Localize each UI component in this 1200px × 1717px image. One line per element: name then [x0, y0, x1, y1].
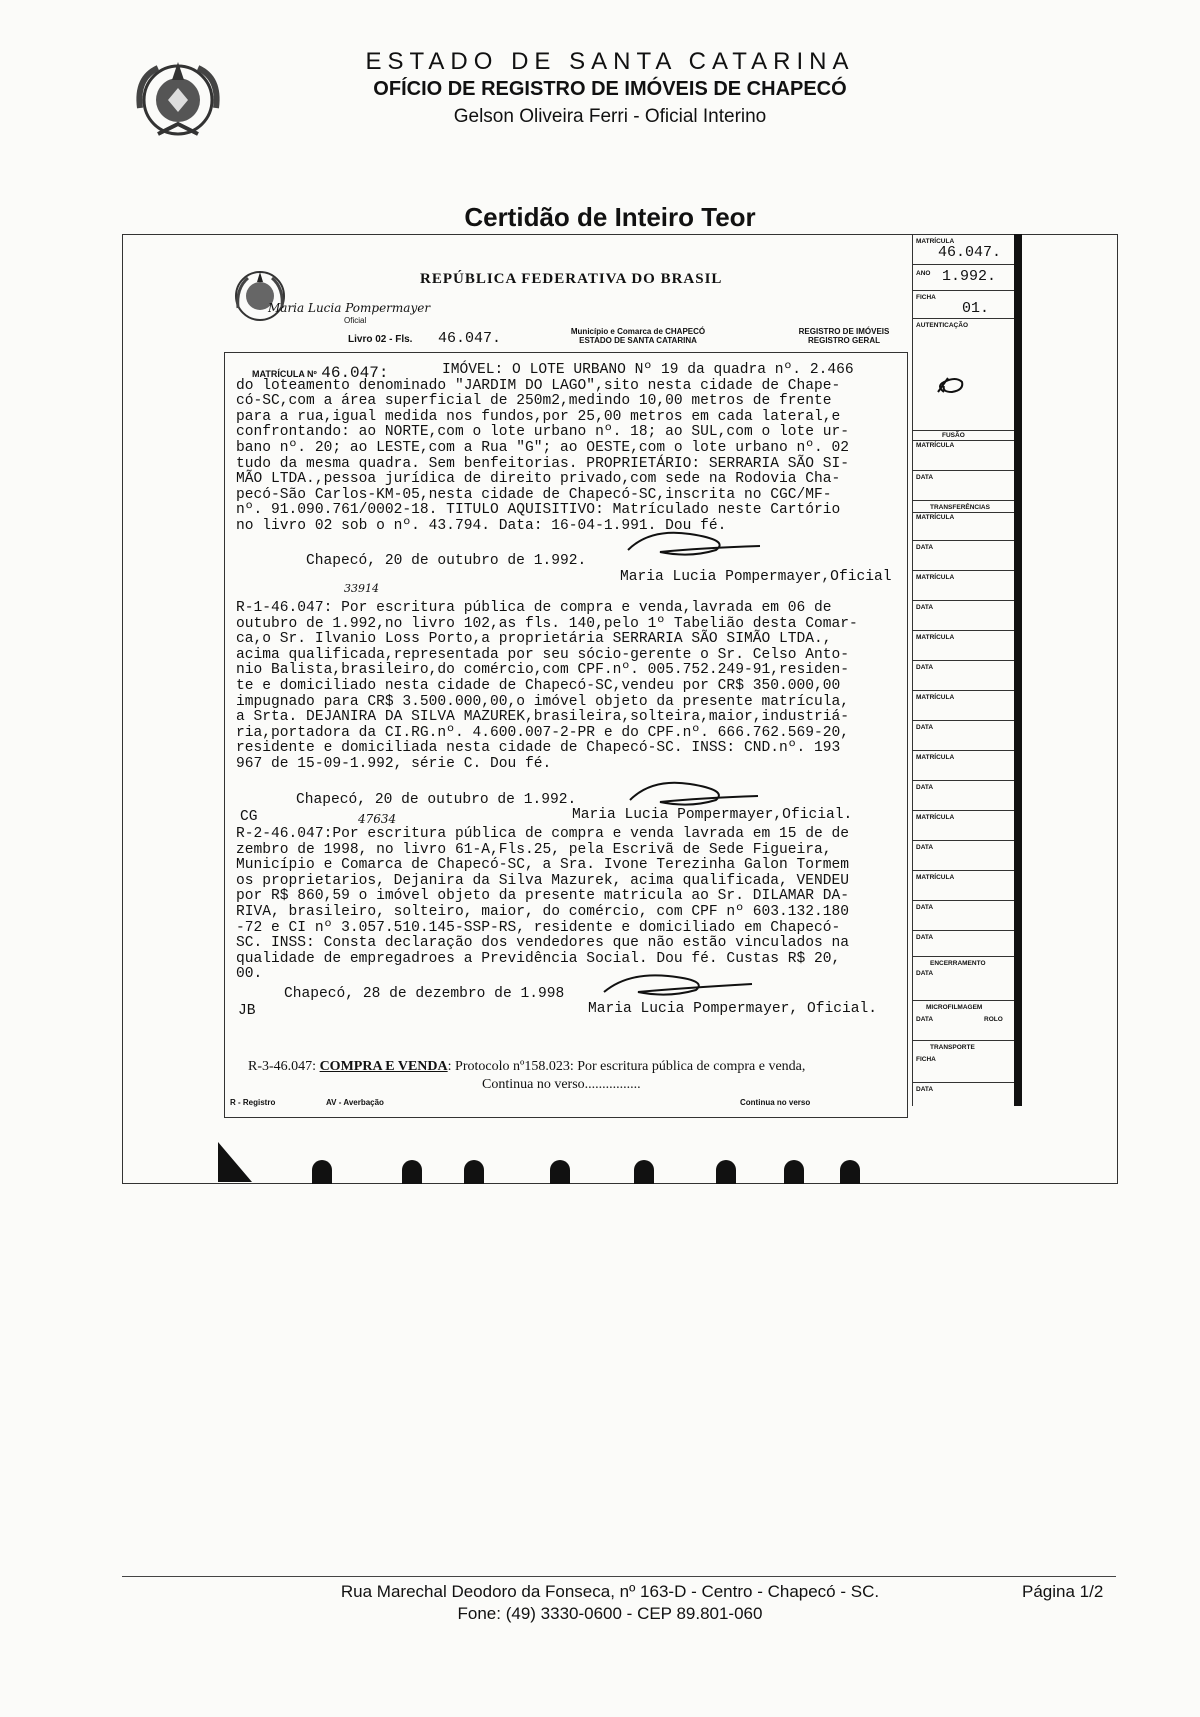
side-divider [912, 810, 1014, 811]
text-line: nº. 91.090.761/0002-18. TITULO AQUISITIVO: Matrículado neste Cartório [236, 502, 841, 519]
matricula-signature: Maria Lucia Pompermayer,Oficial [620, 569, 892, 585]
punch-hole-mark [716, 1160, 736, 1184]
side-divider [912, 470, 1014, 471]
side-ficha-label: FICHA [916, 294, 936, 301]
text-line: RIVA, brasileiro, solteiro, maior, do comércio, com CPF nº 603.132.180 [236, 903, 850, 920]
registro-text: REGISTRO DE IMÓVEIS [798, 327, 890, 336]
text-line: R-2-46.047:Por escritura pública de compra e venda lavrada em 15 de de [236, 826, 850, 842]
side-divider [912, 600, 1014, 601]
side-ano-value: 1.992. [942, 268, 997, 285]
text-line: nio Balista,brasileiro,do comércio,com CPF.nº. 005.752.249-91,residen- [236, 662, 850, 679]
text-line: te e domiciliado nesta cidade de Chapecó-SC,vendeu por CR$ 350.000,00 [236, 677, 841, 694]
registro-block [784, 327, 904, 345]
side-data-label: DATA [916, 784, 934, 791]
side-divider [912, 690, 1014, 691]
r1-handwritten-number: 47634 [358, 812, 397, 826]
punch-hole-mark [840, 1160, 860, 1184]
matricula-date: Chapecó, 20 de outubro de 1.992. [306, 553, 587, 569]
text-line: confrontando: ao NORTE,com o lote urbano nº. 18; ao SUL,com o lote ur- [236, 424, 850, 441]
side-divider [912, 440, 1014, 441]
legend-continua: Continua no verso [740, 1098, 811, 1107]
side-data-label: DATA [916, 664, 934, 671]
side-ficha-label-2: FICHA [916, 1056, 936, 1063]
r1-handwritten-note: 33914 [344, 582, 379, 595]
text-line: 00. [236, 966, 263, 983]
side-data-label: DATA [916, 474, 934, 481]
punch-hole-mark [634, 1160, 654, 1184]
side-divider [912, 264, 1014, 265]
side-divider [912, 1082, 1014, 1083]
state-seal-icon [128, 48, 228, 148]
text-line: Município e Comarca de Chapecó-SC, a Sra. Ivone Terezinha Galon Tormem [236, 857, 850, 874]
punch-hole-mark [784, 1160, 804, 1184]
side-divider [912, 1040, 1014, 1041]
text-line: bano nº. 20; ao LESTE,com a Rua "G"; ao OESTE,com o lote urbano nº. 02 [236, 439, 850, 456]
matricula-text [236, 363, 854, 535]
side-matricula-label-7: MATRÍCULA [916, 754, 955, 761]
side-ficha-value: 01. [962, 300, 990, 317]
side-matricula-value: 46.047. [938, 244, 1002, 261]
side-divider [912, 840, 1014, 841]
side-transporte-label: TRANSPORTE [930, 1044, 975, 1051]
side-encerramento-label: ENCERRAMENTO [930, 960, 986, 967]
matricula-label: MATRÍCULA Nº [252, 369, 317, 379]
text-line: ria,portadora da CI.RG.nº. 4.600.007-2-PR e do CPF.nº. 666.762.569-20, [236, 724, 850, 741]
side-microfilmagem-label: MICROFILMAGEM [926, 1004, 983, 1011]
registro-geral-text: REGISTRO GERAL [807, 336, 880, 345]
municipio-text: Município e Comarca de CHAPECÓ [570, 327, 706, 336]
side-divider [912, 290, 1014, 291]
side-divider [912, 870, 1014, 871]
text-line: MÃO LTDA.,pessoa jurídica de direito privado,com sede na Rodovia Cha- [236, 471, 841, 488]
text-line: IMÓVEL: O LOTE URBANO Nº 19 da quadra nº. 2.466 [442, 362, 854, 378]
text-line: do loteamento denominado "JARDIM DO LAGO",sito nesta cidade de Chape- [236, 377, 841, 394]
text-line: residente e domiciliada nesta cidade de Chapecó-SC. INSS: CND.nº. 193 [236, 740, 841, 757]
r2-signature: Maria Lucia Pompermayer, Oficial. [588, 1001, 878, 1017]
side-divider [912, 900, 1014, 901]
side-data-label: DATA [916, 844, 934, 851]
side-data-label: DATA [916, 724, 934, 731]
side-autenticacao-label: AUTENTICAÇÃO [916, 322, 968, 329]
text-line: acima qualificada,representada por seu sócio-gerente o Sr. Celso Anto- [236, 646, 850, 663]
text-line: tudo da mesma quadra. Sem benfeitorias. PROPRIETÁRIO: SERRARIA SÃO SI- [236, 455, 850, 472]
r3-continua: Continua no verso................ [482, 1077, 641, 1092]
side-divider [912, 1000, 1014, 1001]
republic-coat-of-arms-icon [232, 268, 288, 324]
side-data-label: DATA [916, 904, 934, 911]
municipio-block [548, 327, 728, 345]
r3-prefix: R-3-46.047: [248, 1059, 317, 1074]
side-panel-edge [1014, 234, 1022, 1106]
side-data-label: DATA [916, 970, 934, 977]
office-name: OFÍCIO DE REGISTRO DE IMÓVEIS DE CHAPECÓ [373, 78, 847, 100]
estado-text: ESTADO DE SANTA CATARINA [579, 336, 697, 345]
r3-entry [248, 1058, 805, 1094]
side-rolo-label: ROLO [984, 1016, 1003, 1023]
side-divider [912, 512, 1014, 513]
side-divider [912, 720, 1014, 721]
signature-flourish-icon [624, 774, 764, 810]
r1-date: Chapecó, 20 de outubro de 1.992. [296, 792, 577, 808]
official-role: Oficial [344, 316, 367, 325]
punch-hole-mark [464, 1160, 484, 1184]
side-data-label: DATA [916, 1086, 934, 1093]
side-divider [912, 780, 1014, 781]
side-ano-label: ANO [916, 270, 931, 277]
text-line: R-1-46.047: Por escritura pública de compra e venda,lavrada em 06 de [236, 600, 832, 616]
side-matricula-label-6: MATRÍCULA [916, 694, 955, 701]
side-matricula-label-8: MATRÍCULA [916, 814, 955, 821]
signature-flourish-icon [598, 966, 758, 1002]
side-divider [912, 500, 1014, 501]
side-divider [912, 750, 1014, 751]
text-line: a Srta. DEJANIRA DA SILVA MAZUREK,brasileira,solteira,maior,industriá- [236, 709, 850, 726]
side-data-label: DATA [916, 934, 934, 941]
footer-phone: Fone: (49) 3330-0600 - CEP 89.801-060 [457, 1604, 763, 1623]
r1-signature: Maria Lucia Pompermayer,Oficial. [572, 807, 853, 823]
footer-page-number: Página 1/2 [1022, 1582, 1104, 1601]
side-data-label: DATA [916, 544, 934, 551]
side-divider [912, 570, 1014, 571]
side-divider [912, 318, 1014, 319]
side-matricula-label-3: MATRÍCULA [916, 514, 955, 521]
text-line: outubro de 1.992,no livro 102,as fls. 140,pelo 1º Tabelião desta Comar- [236, 615, 858, 632]
side-matricula-label-4: MATRÍCULA [916, 574, 955, 581]
side-matricula-label-9: MATRÍCULA [916, 874, 955, 881]
punch-hole-mark [312, 1160, 332, 1184]
text-line: -72 e CI nº 3.057.510.145-SSP-RS, residente e domiciliado em Chapecó- [236, 919, 841, 936]
r3-heading: COMPRA E VENDA [319, 1059, 448, 1074]
punch-hole-mark [218, 1142, 252, 1182]
text-line: pecó-São Carlos-KM-05,nesta cidade de Chapecó-SC,inscrita no CGC/MF- [236, 486, 832, 503]
text-line: impugnado para CR$ 3.500.000,00,o imóvel objeto da presente matrícula, [236, 693, 850, 710]
punch-hole-mark [550, 1160, 570, 1184]
side-divider [912, 956, 1014, 957]
text-line: SC. INSS: Consta declaração dos vendedores que não estão vinculados na [236, 935, 850, 952]
side-divider [912, 630, 1014, 631]
punch-hole-mark [402, 1160, 422, 1184]
livro-label: Livro 02 - Fls. [348, 334, 413, 345]
legend-averbacao: AV - Averbação [326, 1098, 384, 1107]
side-divider [912, 540, 1014, 541]
document-title: Certidão de Inteiro Teor [464, 202, 756, 232]
side-fusao-label: FUSÃO [942, 432, 965, 439]
text-line: por R$ 860,59 o imóvel objeto da presente matricula ao Sr. DILAMAR DA- [236, 888, 850, 905]
r1-initials: CG [240, 809, 258, 825]
r2-initials: JB [238, 1003, 256, 1019]
footer-divider [122, 1576, 1116, 1577]
official-name: Maria Lucia Pompermayer [268, 301, 431, 315]
livro-number: 46.047. [438, 330, 502, 347]
side-transferencias-label: TRANSFERÊNCIAS [930, 504, 990, 511]
r2-date: Chapecó, 28 de dezembro de 1.998 [284, 986, 565, 1002]
side-data-label: DATA [916, 1016, 934, 1023]
authentication-mark-icon [934, 372, 970, 396]
r3-text: : Protocolo nº158.023: Por escritura pública de compra e venda, [447, 1059, 806, 1074]
r1-text [236, 601, 858, 773]
text-line: ca,o Sr. Ilvanio Loss Porto,a proprietária SERRARIA SÃO SIMÃO LTDA., [236, 631, 832, 648]
text-line: zembro de 1998, no livro 61-A,Fls.25, pela Escrivã de Sede Figueira, [236, 841, 832, 858]
text-line: no livro 02 sob o nº. 43.794. Data: 16-04-1.991. Dou fé. [236, 517, 727, 534]
officer-name: Gelson Oliveira Ferri - Oficial Interino [453, 106, 767, 127]
matricula-number: 46.047: [321, 364, 389, 382]
side-matricula-label-5: MATRÍCULA [916, 634, 955, 641]
republic-title: REPÚBLICA FEDERATIVA DO BRASIL [420, 271, 723, 287]
text-line: 967 de 15-09-1.992, série C. Dou fé. [236, 755, 552, 772]
side-matricula-label-2: MATRÍCULA [916, 442, 955, 449]
side-data-label: DATA [916, 604, 934, 611]
text-line: qualidade de empregadroes a Previdência Social. Dou fé. Custas R$ 20, [236, 950, 841, 967]
state-name: ESTADO DE SANTA CATARINA [365, 48, 855, 75]
side-divider [912, 930, 1014, 931]
footer-address: Rua Marechal Deodoro da Fonseca, nº 163-D - Centro - Chapecó - SC. [340, 1582, 880, 1601]
side-matricula-label: MATRÍCULA [916, 238, 955, 245]
text-line: os proprietarios, Dejanira da Silva Mazurek, acima qualificada, VENDEU [236, 872, 850, 889]
legend-registro: R - Registro [230, 1098, 276, 1107]
side-divider [912, 430, 1014, 431]
r2-text [236, 827, 849, 983]
text-line: para a rua,igual medida nos fundos,por 25,00 metros em cada lateral,e [236, 408, 841, 425]
signature-flourish-icon [620, 522, 770, 562]
text-line: có-SC,com a área superficial de 250m2,medindo 10,00 metros de frente [236, 393, 832, 410]
side-divider [912, 660, 1014, 661]
